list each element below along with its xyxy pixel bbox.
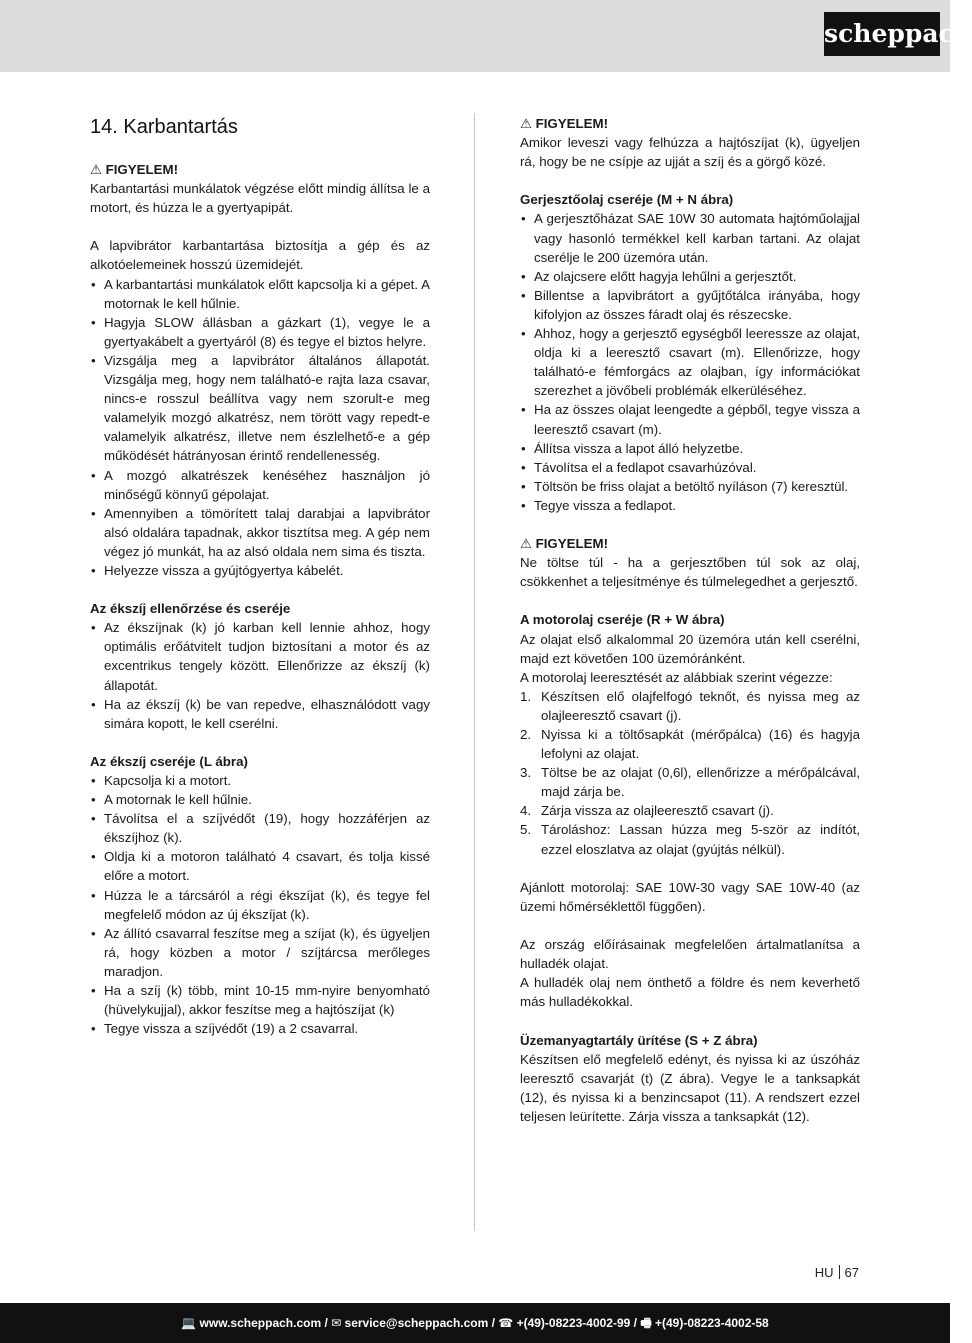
- warning-text: Karbantartási munkálatok végzése előtt mindig állítsa le a motort, és húzza le a gyertyapipát.: [90, 181, 430, 216]
- column-divider: [474, 113, 475, 1231]
- right-column: [520, 114, 860, 1126]
- step-number: 3.: [520, 765, 532, 781]
- list-item: • Amennyiben a tömörített talaj darabjai a lapvibrátor alsó oldalára tapadnak, akkor tisztítsa meg. A gép nem végez jó munkát, ha az alsó oldala nem sima és tiszta.: [90, 504, 430, 561]
- step-item: [520, 725, 860, 763]
- list-item: • Az ékszíjnak (k) jó karban kell lennie ahhoz, hogy optimális erőátvitelt tudjon biztosítani a motor és az excentrikus tengely között. Ellenőrizze az ékszíj (k) állapotát.: [90, 618, 430, 694]
- list-item: • Kapcsolja ki a motort.: [90, 771, 430, 790]
- motor-oil-paragraph: A motorolaj leeresztését az alábbiak szerint végezze:: [520, 669, 833, 685]
- step-number: 1.: [520, 688, 532, 704]
- list-item: • Az állító csavarral feszítse meg a szíjat (k), és ügyeljen rá, hogy közben a motor / szíjtárcsa merőleges maradjon.: [90, 924, 430, 981]
- list-item: • Oldja ki a motoron található 4 csavart, és tolja kissé előre a motort.: [90, 847, 430, 885]
- list-item: • Hagyja SLOW állásban a gázkart (1), vegye le a gyertyakábelt a gyertyáról (8) és tegye el biztos helyre.: [90, 313, 430, 351]
- disposal-text: Az ország előírásainak megfelelően ártalmatlanítsa a hulladék olajat.: [520, 937, 860, 972]
- step-number: 4.: [520, 803, 532, 819]
- fuel-tank-text: Készítsen elő megfelelő edényt, és nyissa ki az úszóház leeresztő csavarját (t) (Z ábra). Vegye le a tanksapkát (12), és nyissa ki a benzincsapot (11). A rendszert ezzel teljesen leürítette. Zárja vissza a tanksapkát (12).: [520, 1051, 860, 1124]
- step-number: 5.: [520, 822, 532, 838]
- belt-replace-list: [90, 771, 430, 1038]
- list-item: • Vizsgálja meg a lapvibrátor általános állapotát. Vizsgálja meg, hogy nem található-e rajta laza csavar, nincs-e rosszul beállítva vagy nem szorult-e meg valamelyik mozgó alkatrész, nem törött vagy repedt-e valamelyik alkatrész, illetve nem észlelhető-e a gép működését hátrányosan érintő rendellenesség.: [90, 351, 430, 466]
- list-item: • Ha a szíj (k) több, mint 10-15 mm-nyire benyomható (hüvelykujjal), akkor feszítse meg a hajtószíjat (k): [90, 981, 430, 1019]
- footer-contact: 💻 www.scheppach.com / ✉ service@scheppach.com / ☎ +(49)-08223-4002-99 / 🖷 +(49)-08223-4002-58: [181, 1316, 769, 1330]
- warning-label: ⚠ FIGYELEM!: [90, 162, 179, 177]
- list-item: • Tegye vissza a szíjvédőt (19) a 2 csavarral.: [90, 1019, 430, 1038]
- warning-label: ⚠ FIGYELEM!: [520, 536, 609, 552]
- list-item: • Tegye vissza a fedlapot.: [520, 496, 860, 515]
- list-item: • Az olajcsere előtt hagyja lehűlni a gerjesztőt.: [520, 267, 860, 286]
- step-item: [520, 801, 860, 820]
- intro-paragraph: A lapvibrátor karbantartása biztosítja a gép és az alkotóelemeinek hosszú üzemidejét.: [90, 238, 430, 273]
- step-item: [520, 687, 860, 725]
- list-item: • Távolítsa el a fedlapot csavarhúzóval.: [520, 458, 860, 477]
- list-item: • Töltsön be friss olajat a betöltő nyíláson (7) keresztül.: [520, 477, 860, 496]
- step-text: Készítsen elő olajfelfogó teknőt, és nyissa meg az olajleeresztő csavart (j).: [541, 688, 860, 723]
- left-column: [90, 114, 430, 1038]
- page-number-value: 67: [844, 1265, 859, 1280]
- list-item: • Ha az összes olajat leengedte a gépből, tegye vissza a leeresztő csavart (m).: [520, 400, 860, 438]
- brand-logo: scheppach: [824, 12, 940, 56]
- step-number: 2.: [520, 727, 532, 742]
- belt-check-list: [90, 618, 430, 733]
- maintenance-list: [90, 275, 430, 581]
- warning-text: Ne töltse túl - ha a gerjesztőben túl sok az olaj, csökkenhet a teljesítménye és túlmelegedhet a gerjesztő.: [520, 555, 860, 590]
- exciter-oil-list: [520, 209, 860, 515]
- recommended-oil: Ajánlott motorolaj: SAE 10W-30 vagy SAE 10W-40 (az üzemi hőmérséklettől függően).: [520, 879, 860, 914]
- subheading-fuel-tank: Üzemanyagtartály ürítése (S + Z ábra): [520, 1032, 758, 1048]
- subheading-exciter-oil: Gerjesztőolaj cseréje (M + N ábra): [520, 192, 734, 208]
- list-item: • Távolítsa el a szíjvédőt (19), hogy hozzáférjen az ékszíjhoz (k).: [90, 809, 430, 847]
- header-bar: [0, 0, 972, 72]
- list-item: • Állítsa vissza a lapot álló helyzetbe.: [520, 439, 860, 458]
- motor-oil-paragraph: Az olajat első alkalommal 20 üzemóra után kell cserélni, majd ezt követően 100 üzemóránként.: [520, 631, 860, 666]
- warning-text: Amikor leveszi vagy felhúzza a hajtószíjat (k), ügyeljen rá, hogy be ne csípje az ujját a szíj és a görgő közé.: [520, 135, 860, 170]
- list-item: • A gerjesztőházat SAE 10W 30 automata hajtóműolajjal vagy hasonló termékkel kell karban tartani. Az olajat cserélje le 200 üzemóra után.: [520, 209, 860, 266]
- list-item: • Húzza le a tárcsáról a régi ékszíjat (k), és tegye fel megfelelő módon az új ékszíjat (k).: [90, 886, 430, 924]
- page-number: [815, 1265, 859, 1280]
- list-item: • Ha az ékszíj (k) be van repedve, elhasználódott vagy simára kopott, le kell cserélni.: [90, 695, 430, 733]
- list-item: • Ahhoz, hogy a gerjesztő egységből leeressze az olajat, oldja ki a leeresztő csavart (m). Ellenőrizze, hogy található-e fémforgács az olajban, így információkat szerezhet a jövőbeli problémák elkerüléséhez.: [520, 324, 860, 400]
- disposal-text: A hulladék olaj nem önthető a földre és nem keverhető más hulladékokkal.: [520, 975, 860, 1010]
- step-item: [520, 820, 860, 858]
- footer-bar: [0, 1303, 950, 1343]
- list-item: • Helyezze vissza a gyújtógyertya kábelét.: [90, 561, 430, 580]
- step-item: [520, 763, 860, 801]
- subheading-belt-replace: Az ékszíj cseréje (L ábra): [90, 753, 248, 769]
- subheading-belt-check: Az ékszíj ellenőrzése és cseréje: [90, 601, 291, 617]
- step-text: Tároláshoz: Lassan húzza meg 5-ször az indítót, ezzel eloszlatva az olajat (gyújtás nélkül).: [541, 822, 860, 857]
- subheading-motor-oil: A motorolaj cseréje (R + W ábra): [520, 612, 725, 628]
- step-text: Töltse be az olajat (0,6l), ellenőrizze a mérőpálcával, majd zárja be.: [541, 765, 860, 800]
- list-item: • Billentse a lapvibrátort a gyűjtőtálca irányába, hogy kifolyjon az összes fáradt olaj és részecske.: [520, 286, 860, 324]
- list-item: • A motornak le kell hűlnie.: [90, 790, 430, 809]
- motor-oil-steps: [520, 687, 860, 859]
- warning-label: ⚠ FIGYELEM!: [520, 116, 609, 131]
- list-item: • A karbantartási munkálatok előtt kapcsolja ki a gépet. A motornak le kell hűlnie.: [90, 275, 430, 313]
- list-item: • A mozgó alkatrészek kenéséhez használjon jó minőségű könnyű gépolajat.: [90, 466, 430, 504]
- language-code: HU: [814, 1265, 834, 1280]
- step-text: Zárja vissza az olajleeresztő csavart (j).: [541, 803, 774, 819]
- step-text: Nyissa ki a töltősapkát (mérőpálca) (16) és hagyja lefolyni az olajat.: [541, 727, 860, 762]
- section-title: 14. Karbantartás: [90, 116, 238, 138]
